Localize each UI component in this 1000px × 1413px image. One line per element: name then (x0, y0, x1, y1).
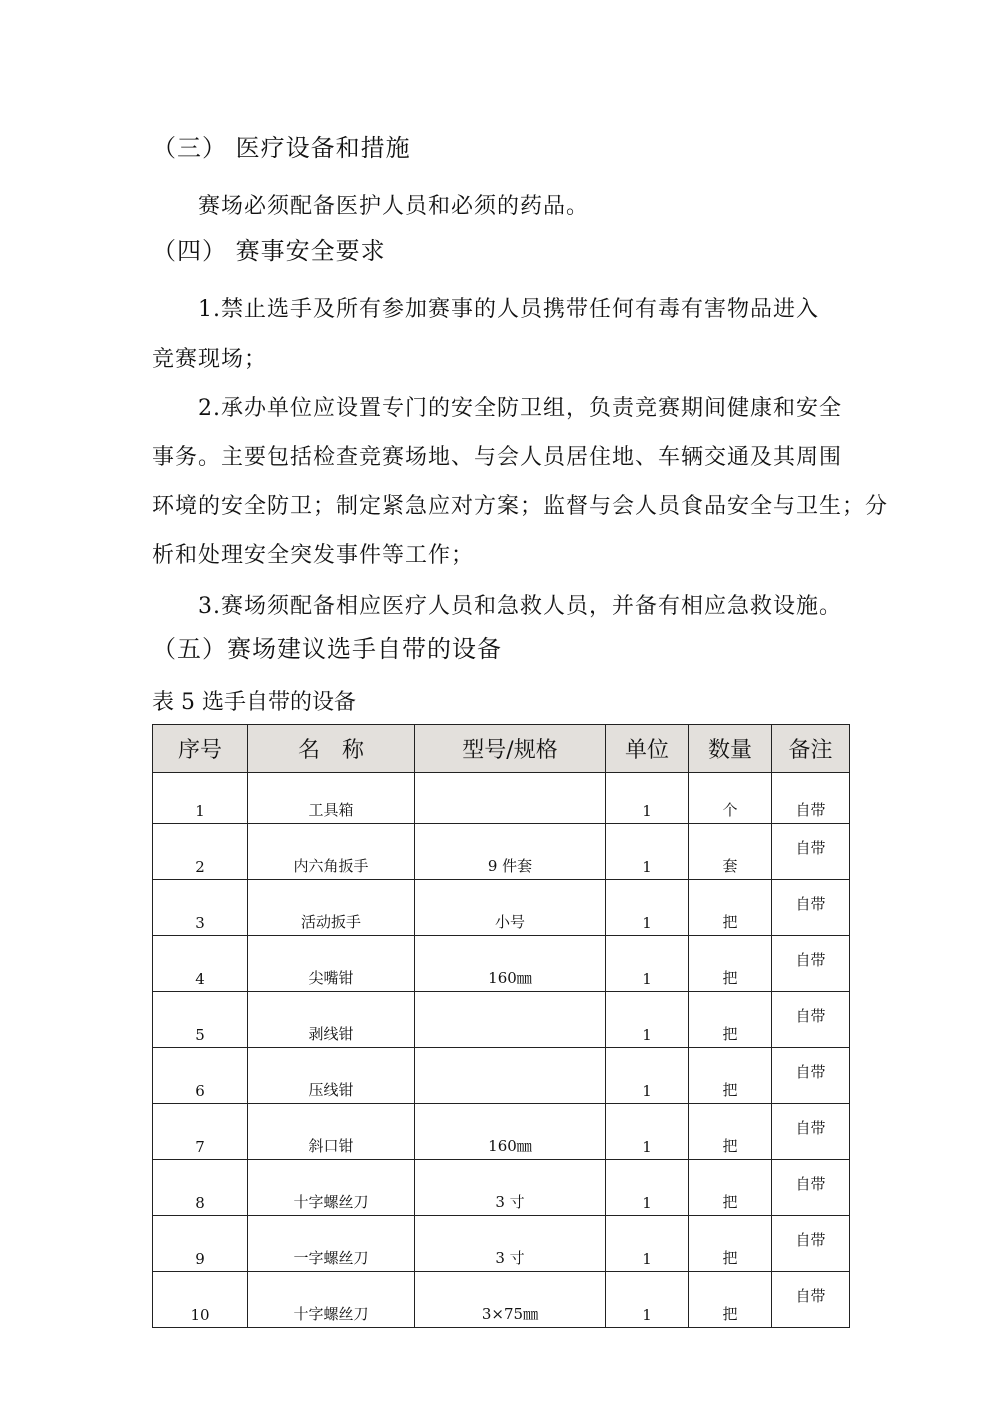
cell-name: 剥线钳 (248, 992, 415, 1048)
section-4-item-3: 3.赛场须配备相应医疗人员和急救人员，并备有相应急救设施。 (198, 594, 842, 619)
cell-remark: 自带 (772, 1160, 850, 1216)
cell-remark: 自带 (772, 824, 850, 880)
header-index: 序号 (153, 725, 248, 773)
cell-model-spec: 小号 (415, 880, 606, 936)
cell-quantity: 把 (689, 936, 772, 992)
cell-model-spec: 160㎜ (415, 936, 606, 992)
cell-model-spec: 9 件套 (415, 824, 606, 880)
cell-name: 活动扳手 (248, 880, 415, 936)
cell-model-spec (415, 992, 606, 1048)
cell-quantity: 把 (689, 1216, 772, 1272)
cell-unit: 1 (606, 1160, 689, 1216)
cell-quantity: 把 (689, 992, 772, 1048)
table-row (153, 1048, 850, 1104)
cell-unit: 1 (606, 936, 689, 992)
cell-remark: 自带 (772, 992, 850, 1048)
cell-unit: 1 (606, 992, 689, 1048)
cell-unit: 1 (606, 1048, 689, 1104)
cell-index: 4 (153, 936, 248, 992)
cell-remark: 自带 (772, 1104, 850, 1160)
header-unit: 单位 (606, 725, 689, 773)
cell-name: 十字螺丝刀 (248, 1160, 415, 1216)
table-row (153, 880, 850, 936)
cell-name: 一字螺丝刀 (248, 1216, 415, 1272)
cell-unit: 1 (606, 1272, 689, 1328)
cell-name: 尖嘴钳 (248, 936, 415, 992)
section-4-title: （四） 赛事安全要求 (152, 237, 386, 265)
cell-name: 工具箱 (248, 773, 415, 824)
cell-index: 6 (153, 1048, 248, 1104)
section-4-item-2-line-4: 析和处理安全突发事件等工作； (152, 543, 475, 568)
section-4-item-1-line-1: 1.禁止选手及所有参加赛事的人员携带任何有毒有害物品进入 (198, 297, 819, 322)
cell-name: 斜口钳 (248, 1104, 415, 1160)
cell-model-spec: 160㎜ (415, 1104, 606, 1160)
table-row (153, 1272, 850, 1328)
section-5-title: （五）赛场建议选手自带的设备 (152, 635, 502, 663)
cell-quantity: 个 (689, 773, 772, 824)
cell-index: 9 (153, 1216, 248, 1272)
cell-model-spec (415, 1048, 606, 1104)
cell-model-spec: 3 寸 (415, 1160, 606, 1216)
section-4-item-1-line-2: 竞赛现场； (152, 347, 268, 372)
cell-quantity: 把 (689, 1048, 772, 1104)
cell-unit: 1 (606, 1216, 689, 1272)
cell-index: 7 (153, 1104, 248, 1160)
cell-index: 3 (153, 880, 248, 936)
cell-unit: 1 (606, 1104, 689, 1160)
section-4-item-2-line-3: 环境的安全防卫；制定紧急应对方案；监督与会人员食品安全与卫生；分 (152, 494, 889, 519)
cell-remark: 自带 (772, 880, 850, 936)
section-3-paragraph: 赛场必须配备医护人员和必须的药品。 (198, 194, 590, 219)
header-quantity: 数量 (689, 725, 772, 773)
cell-unit: 1 (606, 880, 689, 936)
section-4-item-2-line-2: 事务。主要包括检查竞赛场地、与会人员居住地、车辆交通及其周围 (152, 445, 843, 470)
cell-quantity: 把 (689, 1272, 772, 1328)
table-row (153, 773, 850, 824)
header-name: 名 称 (248, 725, 415, 773)
cell-quantity: 把 (689, 880, 772, 936)
cell-remark: 自带 (772, 773, 850, 824)
cell-index: 10 (153, 1272, 248, 1328)
header-model-spec: 型号/规格 (415, 725, 606, 773)
table-caption: 表 5 选手自带的设备 (152, 690, 356, 715)
table-row (153, 1104, 850, 1160)
cell-remark: 自带 (772, 936, 850, 992)
table-row (153, 824, 850, 880)
cell-name: 内六角扳手 (248, 824, 415, 880)
cell-name: 压线钳 (248, 1048, 415, 1104)
cell-quantity: 把 (689, 1160, 772, 1216)
cell-name: 十字螺丝刀 (248, 1272, 415, 1328)
cell-index: 5 (153, 992, 248, 1048)
table-header-row (153, 725, 850, 773)
table-row (153, 992, 850, 1048)
cell-model-spec: 3×75㎜ (415, 1272, 606, 1328)
table-row (153, 936, 850, 992)
cell-remark: 自带 (772, 1048, 850, 1104)
table-row (153, 1160, 850, 1216)
cell-model-spec: 3 寸 (415, 1216, 606, 1272)
section-4-item-2-line-1: 2.承办单位应设置专门的安全防卫组，负责竞赛期间健康和安全 (198, 396, 842, 421)
cell-quantity: 把 (689, 1104, 772, 1160)
cell-unit: 1 (606, 824, 689, 880)
equipment-table (152, 724, 850, 1328)
section-3-title: （三） 医疗设备和措施 (152, 134, 411, 162)
cell-unit: 1 (606, 773, 689, 824)
cell-model-spec (415, 773, 606, 824)
cell-quantity: 套 (689, 824, 772, 880)
cell-index: 1 (153, 773, 248, 824)
cell-index: 8 (153, 1160, 248, 1216)
cell-index: 2 (153, 824, 248, 880)
cell-remark: 自带 (772, 1272, 850, 1328)
header-remark: 备注 (772, 725, 850, 773)
cell-remark: 自带 (772, 1216, 850, 1272)
table-row (153, 1216, 850, 1272)
